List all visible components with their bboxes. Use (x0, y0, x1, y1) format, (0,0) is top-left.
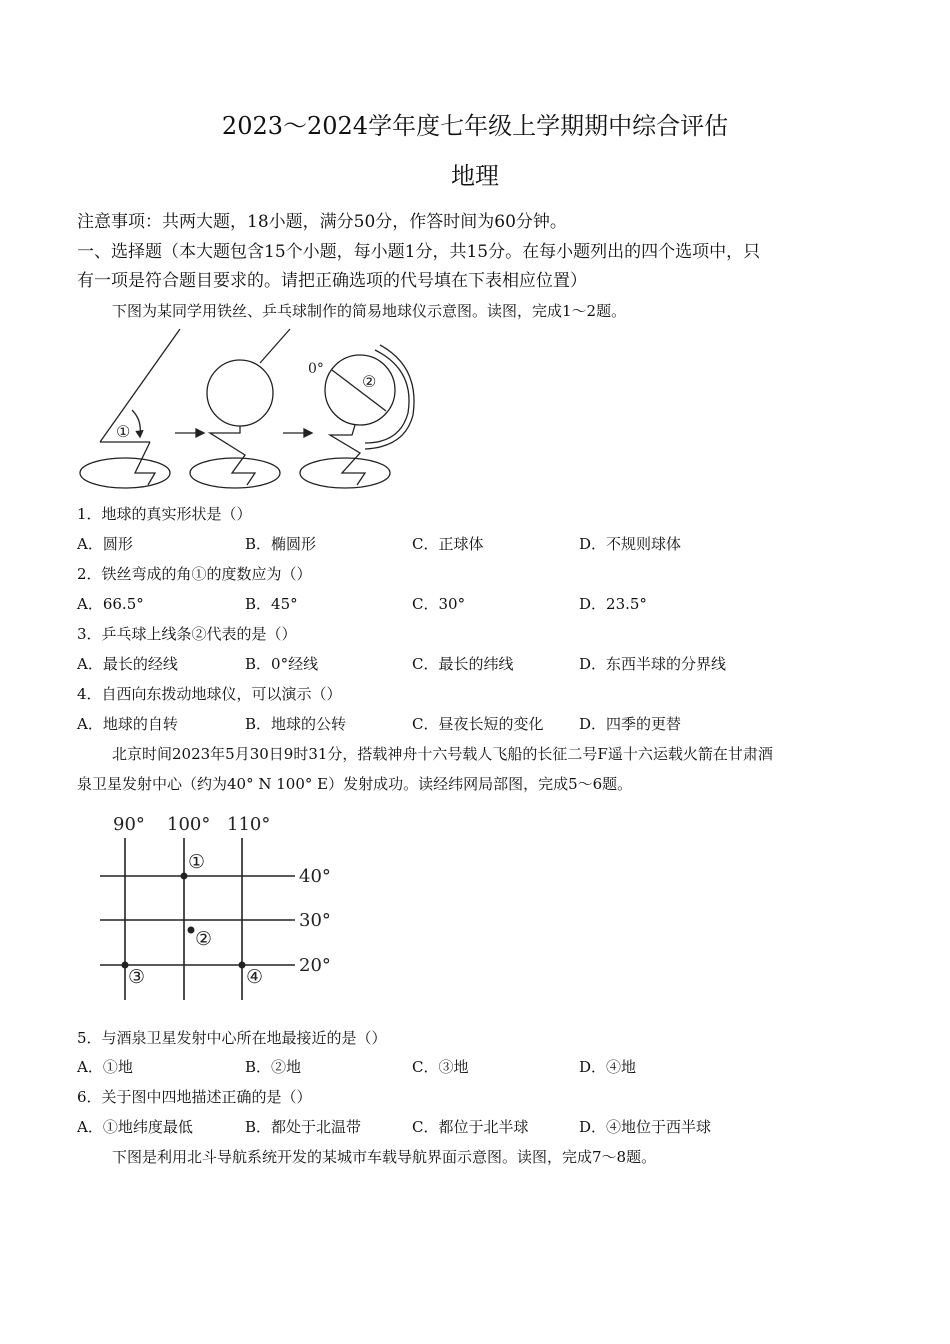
latitude-label-20: 20° (299, 955, 331, 976)
section1-line1: 一、选择题（本大题包含15个小题，每小题1分，共15分。在每小题列出的四个选项中，只 (77, 242, 761, 262)
label-angle-1: ① (116, 422, 131, 441)
q4-option-d: D．四季的更替 (579, 715, 682, 733)
q4-option-b: B．地球的公转 (245, 715, 347, 733)
latitude-label-30: 30° (299, 910, 331, 931)
q3-option-b: B．0°经线 (245, 655, 319, 673)
q1-option-c: C．正球体 (412, 535, 484, 553)
point-1-label: ① (188, 851, 206, 873)
q6-option-b: B．都处于北温带 (245, 1118, 362, 1136)
longitude-label-90: 90° (113, 814, 145, 835)
q1-option-d: D．不规则球体 (579, 535, 682, 553)
q1-stem: 1．地球的真实形状是（） (77, 505, 252, 523)
point-1-marker (181, 873, 188, 880)
point-4-label: ④ (246, 966, 264, 988)
q1-option-a: A．圆形 (77, 535, 133, 553)
q2-option-c: C．30° (412, 595, 466, 613)
q6-stem: 6．关于图中四地描述正确的是（） (77, 1088, 312, 1106)
q2-option-d: D．23.5° (579, 595, 647, 613)
intro-q7-8: 下图是利用北斗导航系统开发的某城市车载导航界面示意图。读图，完成7～8题。 (112, 1148, 657, 1166)
intro-q5-6-line2: 泉卫星发射中心（约为40° N 100° E）发射成功。读经纬网局部图，完成5～6题。 (77, 775, 633, 793)
longitude-label-100: 100° (167, 814, 211, 835)
label-line-2: ② (362, 372, 377, 391)
q6-option-d: D．④地位于西半球 (579, 1118, 712, 1136)
q3-stem: 3．乒乓球上线条②代表的是（） (77, 625, 297, 643)
point-4-marker (239, 962, 246, 969)
q6-option-a: A．①地纬度最低 (77, 1118, 193, 1136)
intro-q5-6-line1: 北京时间2023年5月30日9时31分，搭载神舟十六号载人飞船的长征二号F遥十六运载火箭在甘肃酒 (112, 745, 773, 763)
q5-option-c: C．③地 (412, 1058, 469, 1076)
q3-option-c: C．最长的纬线 (412, 655, 514, 673)
q5-option-d: D．④地 (579, 1058, 637, 1076)
q2-stem: 2．铁丝弯成的角①的度数应为（） (77, 565, 312, 583)
label-zero-degree: 0° (308, 361, 324, 377)
section1-line2: 有一项是符合题目要求的。请把正确选项的代号填在下表相应位置） (77, 271, 587, 291)
q2-option-b: B．45° (245, 595, 298, 613)
q4-stem: 4．自西向东拨动地球仪，可以演示（） (77, 685, 342, 703)
q5-option-a: A．①地 (77, 1058, 133, 1076)
point-2-label: ② (195, 928, 213, 950)
longitude-label-110: 110° (227, 814, 271, 835)
subject-title: 地理 (451, 162, 499, 190)
page-title: 2023～2024学年度七年级上学期期中综合评估 (221, 112, 729, 140)
q6-option-c: C．都位于北半球 (412, 1118, 529, 1136)
lat-long-grid-figure (95, 808, 345, 1008)
globe-making-figure (70, 325, 430, 495)
point-3-label: ③ (128, 966, 146, 988)
q1-option-b: B．椭圆形 (245, 535, 317, 553)
intro-q1-2: 下图为某同学用铁丝、乒乓球制作的简易地球仪示意图。读图，完成1～2题。 (112, 302, 627, 320)
point-2-marker (188, 927, 195, 934)
q5-option-b: B．②地 (245, 1058, 302, 1076)
q3-option-d: D．东西半球的分界线 (579, 655, 727, 673)
q5-stem: 5．与酒泉卫星发射中心所在地最接近的是（） (77, 1029, 387, 1047)
q4-option-a: A．地球的自转 (77, 715, 178, 733)
q2-option-a: A．66.5° (77, 595, 144, 613)
q3-option-a: A．最长的经线 (77, 655, 178, 673)
latitude-label-40: 40° (299, 866, 331, 887)
notice: 注意事项：共两大题，18小题，满分50分，作答时间为60分钟。 (77, 212, 567, 232)
q4-option-c: C．昼夜长短的变化 (412, 715, 544, 733)
